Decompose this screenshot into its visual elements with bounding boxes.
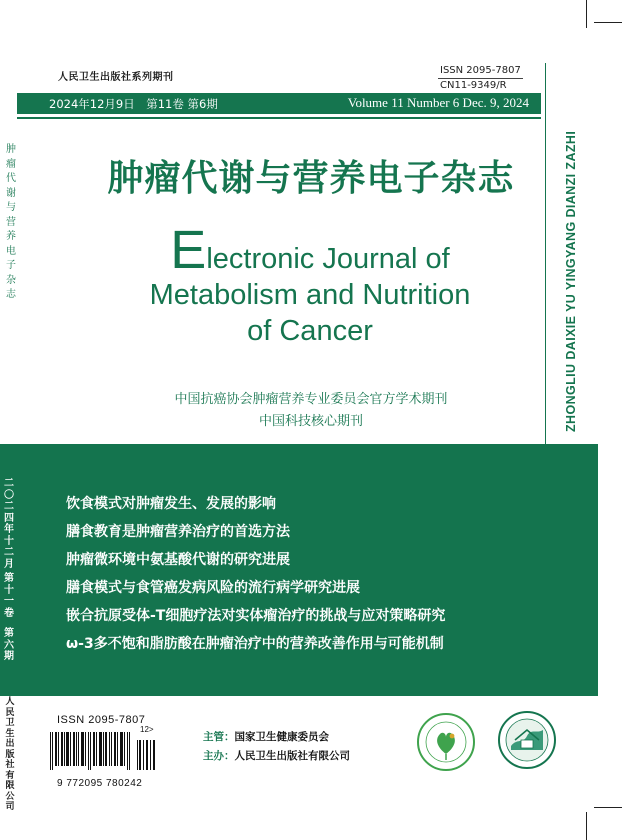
journal-title-cn: 肿瘤代谢与营养电子杂志 xyxy=(107,157,515,199)
supervisor-line xyxy=(203,729,329,744)
title-en-line1: lectronic Journal of xyxy=(206,243,450,275)
crop-mark-top-right xyxy=(586,0,587,28)
spine-issue: 第六期 xyxy=(4,628,14,662)
contents-item[interactable]: 嵌合抗原受体-T细胞疗法对实体瘤治疗的挑战与应对策略研究 xyxy=(66,608,446,624)
supervisor-label: 主管： xyxy=(203,731,235,743)
sponsor-line xyxy=(203,748,350,763)
table-of-contents xyxy=(66,490,546,658)
barcode-issn: ISSN 2095-7807 xyxy=(57,714,146,726)
title-en-line2: Metabolism and Nutrition xyxy=(149,279,471,311)
header-rule xyxy=(17,117,541,119)
spine-title: 肿瘤代谢与营养电子杂志 xyxy=(6,144,16,300)
subtitle-core: 中国科技核心期刊 xyxy=(258,414,363,429)
title-en-line3: of Cancer xyxy=(247,315,373,347)
barcode-number: 9 772095 780242 xyxy=(57,778,143,789)
crop-mark-bottom-right-h xyxy=(594,807,622,808)
date-cn: 2024年12月9日 第11卷 第6期 xyxy=(49,97,218,111)
journal-title-en xyxy=(100,220,520,349)
pinyin-title-vertical xyxy=(564,72,580,432)
date-en: Volume 11 Number 6 Dec. 9, 2024 xyxy=(347,95,529,110)
supervisor-name: 国家卫生健康委员会 xyxy=(234,731,329,743)
title-initial-letter: E xyxy=(170,220,207,280)
barcode-addon-number: 12> xyxy=(140,725,154,734)
cn-number: CN11-9349/R xyxy=(438,79,523,94)
crop-mark-top-right-h xyxy=(594,22,622,23)
barcode-icon xyxy=(50,732,130,770)
publisher-seal-icon xyxy=(497,710,557,770)
contents-item[interactable]: 肿瘤微环境中氨基酸代谢的研究进展 xyxy=(66,552,290,568)
contents-item[interactable]: 膳食模式与食管癌发病风险的流行病学研究进展 xyxy=(66,580,360,596)
association-seal-icon xyxy=(416,712,476,772)
pinyin-title-text: ZHONGLIU DAIXIE YU YINGYANG DIANZI ZAZHI xyxy=(564,130,578,432)
sponsor-label: 主办： xyxy=(203,750,235,762)
contents-item[interactable]: 膳食教育是肿瘤营养治疗的首选方法 xyxy=(66,524,290,540)
publisher-series: 人民卫生出版社系列期刊 xyxy=(58,72,174,83)
date-bar xyxy=(17,93,541,114)
spine-date: 二〇二四年十二月 xyxy=(4,478,14,570)
contents-item[interactable]: ω-3多不饱和脂肪酸在肿瘤治疗中的营养改善作用与可能机制 xyxy=(66,636,444,652)
contents-item[interactable]: 饮食模式对肿瘤发生、发展的影响 xyxy=(66,496,276,512)
spine-publisher: 人民卫生出版社有限公司 xyxy=(5,697,15,812)
subtitle-official: 中国抗癌协会肿瘤营养专业委员会官方学术期刊 xyxy=(174,392,448,407)
issn-number: ISSN 2095-7807 xyxy=(438,64,523,79)
barcode-addon-icon xyxy=(137,732,157,770)
spine-volume: 第十一卷 xyxy=(4,573,14,619)
issn-block xyxy=(438,64,523,94)
crop-mark-bottom-right xyxy=(586,812,587,840)
sponsor-name: 人民卫生出版社有限公司 xyxy=(234,750,350,762)
